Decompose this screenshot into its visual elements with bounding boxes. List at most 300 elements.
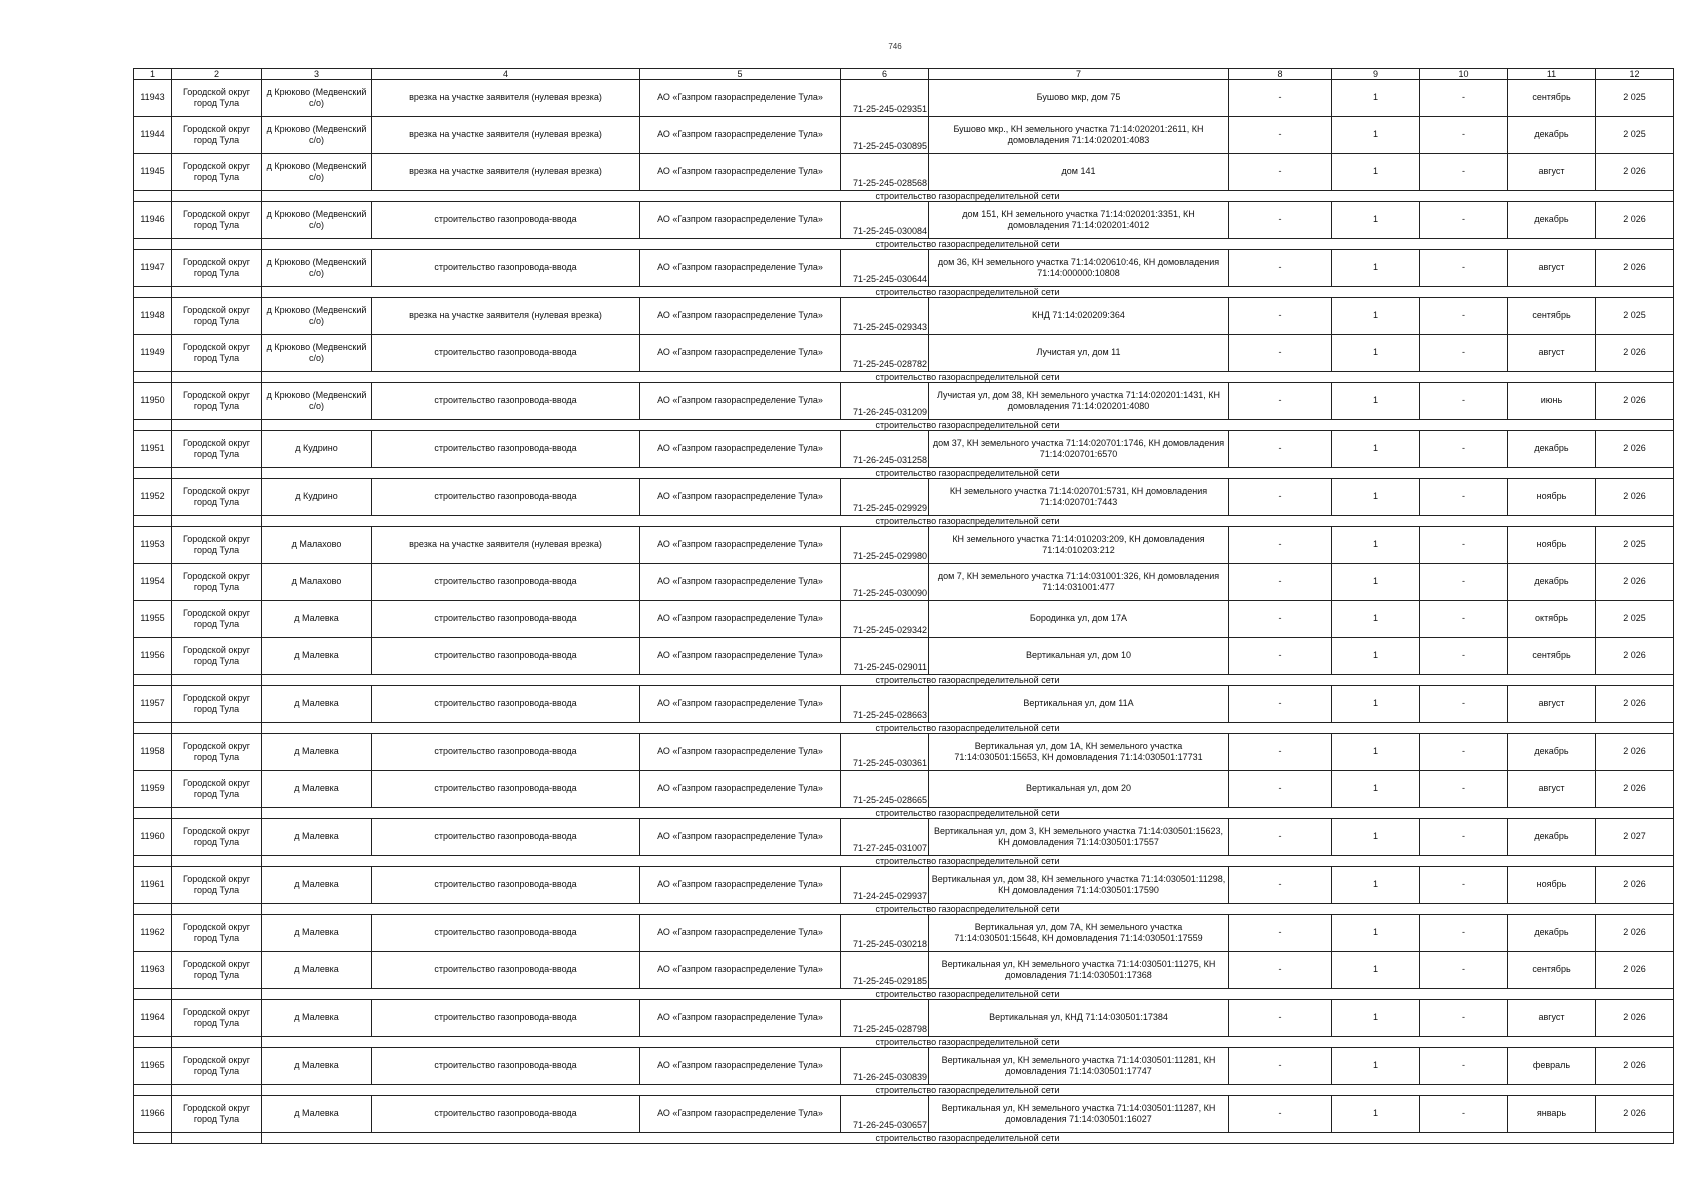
work-type-cell: врезка на участке заявителя (нулевая врезка): [372, 80, 640, 117]
table-row: [134, 686, 1674, 723]
application-code-cell: 71-25-245-029185: [841, 952, 929, 989]
application-code-cell: 71-25-245-030644: [841, 250, 929, 287]
note-row: [134, 239, 1674, 250]
row-number-cell: 11958: [134, 734, 172, 771]
application-code-cell: 71-25-245-028665: [841, 771, 929, 808]
table-row: [134, 638, 1674, 675]
month-cell: декабрь: [1508, 915, 1596, 952]
note-empty-cell: [172, 1085, 262, 1096]
application-code-cell: 71-25-245-030090: [841, 564, 929, 601]
year-cell: 2 025: [1596, 117, 1674, 154]
note-row: [134, 420, 1674, 431]
application-code-cell: 71-25-245-029343: [841, 298, 929, 335]
note-empty-cell: [172, 287, 262, 298]
note-empty-cell: [134, 904, 172, 915]
application-code-cell: 71-25-245-028663: [841, 686, 929, 723]
column-9-cell: 1: [1332, 1000, 1420, 1037]
column-8-cell: -: [1229, 154, 1332, 191]
note-text-cell: строительство газораспределительной сети: [262, 420, 1674, 431]
note-empty-cell: [134, 989, 172, 1000]
locality-cell: д Крюково (Медвенский с/о): [262, 335, 372, 372]
column-8-cell: -: [1229, 1000, 1332, 1037]
column-10-cell: -: [1420, 686, 1508, 723]
column-number-header: 11: [1508, 69, 1596, 80]
table-row: [134, 915, 1674, 952]
locality-cell: д Малевка: [262, 952, 372, 989]
column-8-cell: -: [1229, 202, 1332, 239]
year-cell: 2 026: [1596, 479, 1674, 516]
organization-cell: АО «Газпром газораспределение Тула»: [640, 867, 841, 904]
organization-cell: АО «Газпром газораспределение Тула»: [640, 819, 841, 856]
row-number-cell: 11947: [134, 250, 172, 287]
address-cell: Вертикальная ул, дом 11А: [929, 686, 1229, 723]
work-type-cell: строительство газопровода-ввода: [372, 335, 640, 372]
locality-cell: д Малевка: [262, 638, 372, 675]
note-empty-cell: [172, 420, 262, 431]
year-cell: 2 026: [1596, 250, 1674, 287]
municipality-cell: Городской округ город Тула: [172, 601, 262, 638]
month-cell: ноябрь: [1508, 867, 1596, 904]
organization-cell: АО «Газпром газораспределение Тула»: [640, 771, 841, 808]
column-8-cell: -: [1229, 638, 1332, 675]
year-cell: 2 026: [1596, 1096, 1674, 1133]
month-cell: декабрь: [1508, 564, 1596, 601]
table-row: [134, 335, 1674, 372]
column-number-header: 5: [640, 69, 841, 80]
page-number: 746: [888, 42, 902, 51]
organization-cell: АО «Газпром газораспределение Тула»: [640, 1096, 841, 1133]
column-9-cell: 1: [1332, 952, 1420, 989]
column-10-cell: -: [1420, 431, 1508, 468]
note-empty-cell: [172, 675, 262, 686]
application-code-cell: 71-25-245-028568: [841, 154, 929, 191]
application-code-cell: 71-25-245-029351: [841, 80, 929, 117]
organization-cell: АО «Газпром газораспределение Тула»: [640, 298, 841, 335]
year-cell: 2 026: [1596, 867, 1674, 904]
municipality-cell: Городской округ город Тула: [172, 564, 262, 601]
application-code-cell: 71-25-245-029342: [841, 601, 929, 638]
table-row: [134, 250, 1674, 287]
note-empty-cell: [134, 808, 172, 819]
note-row: [134, 723, 1674, 734]
month-cell: январь: [1508, 1096, 1596, 1133]
application-code-cell: 71-26-245-031209: [841, 383, 929, 420]
row-number-cell: 11946: [134, 202, 172, 239]
row-number-cell: 11948: [134, 298, 172, 335]
column-8-cell: -: [1229, 819, 1332, 856]
column-9-cell: 1: [1332, 80, 1420, 117]
locality-cell: д Крюково (Медвенский с/о): [262, 117, 372, 154]
municipality-cell: Городской округ город Тула: [172, 298, 262, 335]
address-cell: дом 151, КН земельного участка 71:14:020201:3351, КН домовладения 71:14:020201:4012: [929, 202, 1229, 239]
row-number-cell: 11966: [134, 1096, 172, 1133]
year-cell: 2 026: [1596, 154, 1674, 191]
municipality-cell: Городской округ город Тула: [172, 734, 262, 771]
note-text-cell: строительство газораспределительной сети: [262, 1133, 1674, 1144]
locality-cell: д Малевка: [262, 867, 372, 904]
column-10-cell: -: [1420, 734, 1508, 771]
address-cell: КН земельного участка 71:14:020701:5731, КН домовладения 71:14:020701:7443: [929, 479, 1229, 516]
work-type-cell: строительство газопровода-ввода: [372, 1048, 640, 1085]
row-number-cell: 11951: [134, 431, 172, 468]
note-empty-cell: [134, 468, 172, 479]
year-cell: 2 025: [1596, 298, 1674, 335]
year-cell: 2 025: [1596, 601, 1674, 638]
month-cell: сентябрь: [1508, 638, 1596, 675]
table-row: [134, 527, 1674, 564]
column-10-cell: -: [1420, 952, 1508, 989]
month-cell: ноябрь: [1508, 527, 1596, 564]
locality-cell: д Крюково (Медвенский с/о): [262, 383, 372, 420]
locality-cell: д Малевка: [262, 734, 372, 771]
municipality-cell: Городской округ город Тула: [172, 915, 262, 952]
note-empty-cell: [134, 856, 172, 867]
municipality-cell: Городской округ город Тула: [172, 952, 262, 989]
month-cell: ноябрь: [1508, 479, 1596, 516]
row-number-cell: 11956: [134, 638, 172, 675]
note-row: [134, 808, 1674, 819]
column-number-header: 10: [1420, 69, 1508, 80]
note-empty-cell: [134, 1133, 172, 1144]
column-number-header: 9: [1332, 69, 1420, 80]
row-number-cell: 11965: [134, 1048, 172, 1085]
address-cell: Вертикальная ул, дом 3, КН земельного участка 71:14:030501:15623, КН домовладения 71:14:030501:17557: [929, 819, 1229, 856]
column-9-cell: 1: [1332, 915, 1420, 952]
row-number-cell: 11960: [134, 819, 172, 856]
note-empty-cell: [134, 372, 172, 383]
note-empty-cell: [172, 723, 262, 734]
column-9-cell: 1: [1332, 771, 1420, 808]
locality-cell: д Малахово: [262, 564, 372, 601]
organization-cell: АО «Газпром газораспределение Тула»: [640, 638, 841, 675]
column-number-header: 2: [172, 69, 262, 80]
column-8-cell: -: [1229, 431, 1332, 468]
table-row: [134, 771, 1674, 808]
month-cell: декабрь: [1508, 819, 1596, 856]
month-cell: сентябрь: [1508, 952, 1596, 989]
column-9-cell: 1: [1332, 819, 1420, 856]
column-9-cell: 1: [1332, 202, 1420, 239]
column-8-cell: -: [1229, 250, 1332, 287]
row-number-cell: 11963: [134, 952, 172, 989]
note-row: [134, 1037, 1674, 1048]
application-code-cell: 71-26-245-030657: [841, 1096, 929, 1133]
year-cell: 2 026: [1596, 952, 1674, 989]
column-9-cell: 1: [1332, 298, 1420, 335]
municipality-cell: Городской округ город Тула: [172, 154, 262, 191]
column-10-cell: -: [1420, 638, 1508, 675]
address-cell: Вертикальная ул, КНД 71:14:030501:17384: [929, 1000, 1229, 1037]
column-8-cell: -: [1229, 335, 1332, 372]
column-10-cell: -: [1420, 335, 1508, 372]
municipality-cell: Городской округ город Тула: [172, 117, 262, 154]
gasification-plan-table: [133, 68, 1674, 1144]
locality-cell: д Малевка: [262, 1048, 372, 1085]
address-cell: Вертикальная ул, дом 38, КН земельного участка 71:14:030501:11298, КН домовладения 71:14:030501:17590: [929, 867, 1229, 904]
application-code-cell: 71-25-245-030218: [841, 915, 929, 952]
locality-cell: д Кудрино: [262, 479, 372, 516]
locality-cell: д Крюково (Медвенский с/о): [262, 154, 372, 191]
month-cell: декабрь: [1508, 202, 1596, 239]
locality-cell: д Малевка: [262, 601, 372, 638]
address-cell: дом 141: [929, 154, 1229, 191]
note-text-cell: строительство газораспределительной сети: [262, 191, 1674, 202]
table-row: [134, 952, 1674, 989]
organization-cell: АО «Газпром газораспределение Тула»: [640, 202, 841, 239]
year-cell: 2 026: [1596, 771, 1674, 808]
address-cell: Вертикальная ул, дом 10: [929, 638, 1229, 675]
address-cell: Лучистая ул, дом 38, КН земельного участка 71:14:020201:1431, КН домовладения 71:14:020201:4080: [929, 383, 1229, 420]
table-row: [134, 1096, 1674, 1133]
organization-cell: АО «Газпром газораспределение Тула»: [640, 686, 841, 723]
column-9-cell: 1: [1332, 527, 1420, 564]
organization-cell: АО «Газпром газораспределение Тула»: [640, 601, 841, 638]
column-8-cell: -: [1229, 915, 1332, 952]
column-10-cell: -: [1420, 298, 1508, 335]
note-row: [134, 1133, 1674, 1144]
application-code-cell: 71-27-245-031007: [841, 819, 929, 856]
column-number-header: 6: [841, 69, 929, 80]
row-number-cell: 11953: [134, 527, 172, 564]
work-type-cell: строительство газопровода-ввода: [372, 952, 640, 989]
application-code-cell: 71-26-245-030839: [841, 1048, 929, 1085]
note-row: [134, 904, 1674, 915]
work-type-cell: врезка на участке заявителя (нулевая врезка): [372, 298, 640, 335]
column-9-cell: 1: [1332, 383, 1420, 420]
table-row: [134, 117, 1674, 154]
column-8-cell: -: [1229, 383, 1332, 420]
note-text-cell: строительство газораспределительной сети: [262, 808, 1674, 819]
row-number-cell: 11945: [134, 154, 172, 191]
note-empty-cell: [134, 287, 172, 298]
month-cell: август: [1508, 335, 1596, 372]
note-row: [134, 516, 1674, 527]
address-cell: Вертикальная ул, дом 20: [929, 771, 1229, 808]
work-type-cell: строительство газопровода-ввода: [372, 564, 640, 601]
year-cell: 2 026: [1596, 383, 1674, 420]
note-empty-cell: [172, 239, 262, 250]
column-10-cell: -: [1420, 117, 1508, 154]
note-empty-cell: [172, 856, 262, 867]
work-type-cell: строительство газопровода-ввода: [372, 479, 640, 516]
column-8-cell: -: [1229, 117, 1332, 154]
column-9-cell: 1: [1332, 335, 1420, 372]
organization-cell: АО «Газпром газораспределение Тула»: [640, 431, 841, 468]
column-10-cell: -: [1420, 479, 1508, 516]
column-10-cell: -: [1420, 202, 1508, 239]
column-10-cell: -: [1420, 1048, 1508, 1085]
work-type-cell: строительство газопровода-ввода: [372, 686, 640, 723]
organization-cell: АО «Газпром газораспределение Тула»: [640, 1048, 841, 1085]
note-row: [134, 468, 1674, 479]
column-10-cell: -: [1420, 1096, 1508, 1133]
locality-cell: д Малевка: [262, 1000, 372, 1037]
application-code-cell: 71-25-245-030361: [841, 734, 929, 771]
column-9-cell: 1: [1332, 734, 1420, 771]
municipality-cell: Городской округ город Тула: [172, 819, 262, 856]
work-type-cell: строительство газопровода-ввода: [372, 383, 640, 420]
column-number-header: 3: [262, 69, 372, 80]
address-cell: КНД 71:14:020209:364: [929, 298, 1229, 335]
row-number-cell: 11950: [134, 383, 172, 420]
year-cell: 2 026: [1596, 734, 1674, 771]
note-empty-cell: [134, 723, 172, 734]
note-empty-cell: [134, 675, 172, 686]
column-9-cell: 1: [1332, 154, 1420, 191]
column-8-cell: -: [1229, 867, 1332, 904]
locality-cell: д Малевка: [262, 915, 372, 952]
column-9-cell: 1: [1332, 564, 1420, 601]
row-number-cell: 11964: [134, 1000, 172, 1037]
column-10-cell: -: [1420, 771, 1508, 808]
year-cell: 2 026: [1596, 915, 1674, 952]
work-type-cell: строительство газопровода-ввода: [372, 1000, 640, 1037]
column-10-cell: -: [1420, 80, 1508, 117]
year-cell: 2 026: [1596, 335, 1674, 372]
note-empty-cell: [134, 516, 172, 527]
municipality-cell: Городской округ город Тула: [172, 527, 262, 564]
address-cell: Вертикальная ул, КН земельного участка 71:14:030501:11281, КН домовладения 71:14:030501:17747: [929, 1048, 1229, 1085]
locality-cell: д Крюково (Медвенский с/о): [262, 80, 372, 117]
organization-cell: АО «Газпром газораспределение Тула»: [640, 335, 841, 372]
column-9-cell: 1: [1332, 1048, 1420, 1085]
note-empty-cell: [172, 989, 262, 1000]
note-text-cell: строительство газораспределительной сети: [262, 856, 1674, 867]
table-row: [134, 383, 1674, 420]
work-type-cell: строительство газопровода-ввода: [372, 867, 640, 904]
organization-cell: АО «Газпром газораспределение Тула»: [640, 564, 841, 601]
address-cell: дом 37, КН земельного участка 71:14:020701:1746, КН домовладения 71:14:020701:6570: [929, 431, 1229, 468]
locality-cell: д Крюково (Медвенский с/о): [262, 250, 372, 287]
note-text-cell: строительство газораспределительной сети: [262, 468, 1674, 479]
column-9-cell: 1: [1332, 686, 1420, 723]
municipality-cell: Городской округ город Тула: [172, 202, 262, 239]
work-type-cell: строительство газопровода-ввода: [372, 1096, 640, 1133]
note-empty-cell: [134, 1037, 172, 1048]
note-text-cell: строительство газораспределительной сети: [262, 516, 1674, 527]
application-code-cell: 71-25-245-030895: [841, 117, 929, 154]
table-row: [134, 298, 1674, 335]
column-9-cell: 1: [1332, 601, 1420, 638]
column-8-cell: -: [1229, 1048, 1332, 1085]
address-cell: КН земельного участка 71:14:010203:209, КН домовладения 71:14:010203:212: [929, 527, 1229, 564]
locality-cell: д Кудрино: [262, 431, 372, 468]
locality-cell: д Малевка: [262, 1096, 372, 1133]
row-number-cell: 11944: [134, 117, 172, 154]
note-empty-cell: [134, 239, 172, 250]
year-cell: 2 025: [1596, 527, 1674, 564]
year-cell: 2 026: [1596, 1000, 1674, 1037]
note-text-cell: строительство газораспределительной сети: [262, 1037, 1674, 1048]
column-number-header: 4: [372, 69, 640, 80]
municipality-cell: Городской округ город Тула: [172, 638, 262, 675]
address-cell: Бородинка ул, дом 17А: [929, 601, 1229, 638]
application-code-cell: 71-24-245-029937: [841, 867, 929, 904]
row-number-cell: 11954: [134, 564, 172, 601]
work-type-cell: врезка на участке заявителя (нулевая врезка): [372, 527, 640, 564]
year-cell: 2 027: [1596, 819, 1674, 856]
note-row: [134, 1085, 1674, 1096]
organization-cell: АО «Газпром газораспределение Тула»: [640, 250, 841, 287]
note-text-cell: строительство газораспределительной сети: [262, 989, 1674, 1000]
note-row: [134, 287, 1674, 298]
column-number-header-row: [134, 69, 1674, 80]
column-number-header: 8: [1229, 69, 1332, 80]
note-row: [134, 675, 1674, 686]
table-row: [134, 867, 1674, 904]
column-8-cell: -: [1229, 527, 1332, 564]
note-empty-cell: [172, 191, 262, 202]
column-8-cell: -: [1229, 1096, 1332, 1133]
column-8-cell: -: [1229, 80, 1332, 117]
month-cell: август: [1508, 1000, 1596, 1037]
year-cell: 2 025: [1596, 80, 1674, 117]
municipality-cell: Городской округ город Тула: [172, 867, 262, 904]
column-9-cell: 1: [1332, 1096, 1420, 1133]
municipality-cell: Городской округ город Тула: [172, 479, 262, 516]
work-type-cell: строительство газопровода-ввода: [372, 915, 640, 952]
municipality-cell: Городской округ город Тула: [172, 1048, 262, 1085]
column-8-cell: -: [1229, 479, 1332, 516]
note-row: [134, 191, 1674, 202]
work-type-cell: строительство газопровода-ввода: [372, 734, 640, 771]
column-8-cell: -: [1229, 686, 1332, 723]
municipality-cell: Городской округ город Тула: [172, 686, 262, 723]
column-8-cell: -: [1229, 952, 1332, 989]
municipality-cell: Городской округ город Тула: [172, 431, 262, 468]
year-cell: 2 026: [1596, 564, 1674, 601]
row-number-cell: 11943: [134, 80, 172, 117]
column-9-cell: 1: [1332, 638, 1420, 675]
note-text-cell: строительство газораспределительной сети: [262, 904, 1674, 915]
table-row: [134, 431, 1674, 468]
note-text-cell: строительство газораспределительной сети: [262, 287, 1674, 298]
month-cell: сентябрь: [1508, 80, 1596, 117]
organization-cell: АО «Газпром газораспределение Тула»: [640, 915, 841, 952]
address-cell: Лучистая ул, дом 11: [929, 335, 1229, 372]
application-code-cell: 71-26-245-031258: [841, 431, 929, 468]
municipality-cell: Городской округ город Тула: [172, 250, 262, 287]
column-10-cell: -: [1420, 601, 1508, 638]
month-cell: август: [1508, 686, 1596, 723]
work-type-cell: врезка на участке заявителя (нулевая врезка): [372, 117, 640, 154]
note-empty-cell: [172, 1037, 262, 1048]
address-cell: Вертикальная ул, КН земельного участка 71:14:030501:11287, КН домовладения 71:14:030501:16027: [929, 1096, 1229, 1133]
column-10-cell: -: [1420, 564, 1508, 601]
organization-cell: АО «Газпром газораспределение Тула»: [640, 383, 841, 420]
work-type-cell: строительство газопровода-ввода: [372, 638, 640, 675]
column-number-header: 12: [1596, 69, 1674, 80]
month-cell: декабрь: [1508, 734, 1596, 771]
note-row: [134, 372, 1674, 383]
municipality-cell: Городской округ город Тула: [172, 1000, 262, 1037]
note-empty-cell: [134, 191, 172, 202]
month-cell: октябрь: [1508, 601, 1596, 638]
note-row: [134, 856, 1674, 867]
note-row: [134, 989, 1674, 1000]
locality-cell: д Малевка: [262, 819, 372, 856]
table-row: [134, 202, 1674, 239]
month-cell: август: [1508, 250, 1596, 287]
column-10-cell: -: [1420, 154, 1508, 191]
application-code-cell: 71-25-245-029929: [841, 479, 929, 516]
address-cell: Вертикальная ул, дом 7А, КН земельного участка 71:14:030501:15648, КН домовладения 71:14:030501:17559: [929, 915, 1229, 952]
column-10-cell: -: [1420, 527, 1508, 564]
municipality-cell: Городской округ город Тула: [172, 771, 262, 808]
year-cell: 2 026: [1596, 1048, 1674, 1085]
row-number-cell: 11962: [134, 915, 172, 952]
column-8-cell: -: [1229, 734, 1332, 771]
